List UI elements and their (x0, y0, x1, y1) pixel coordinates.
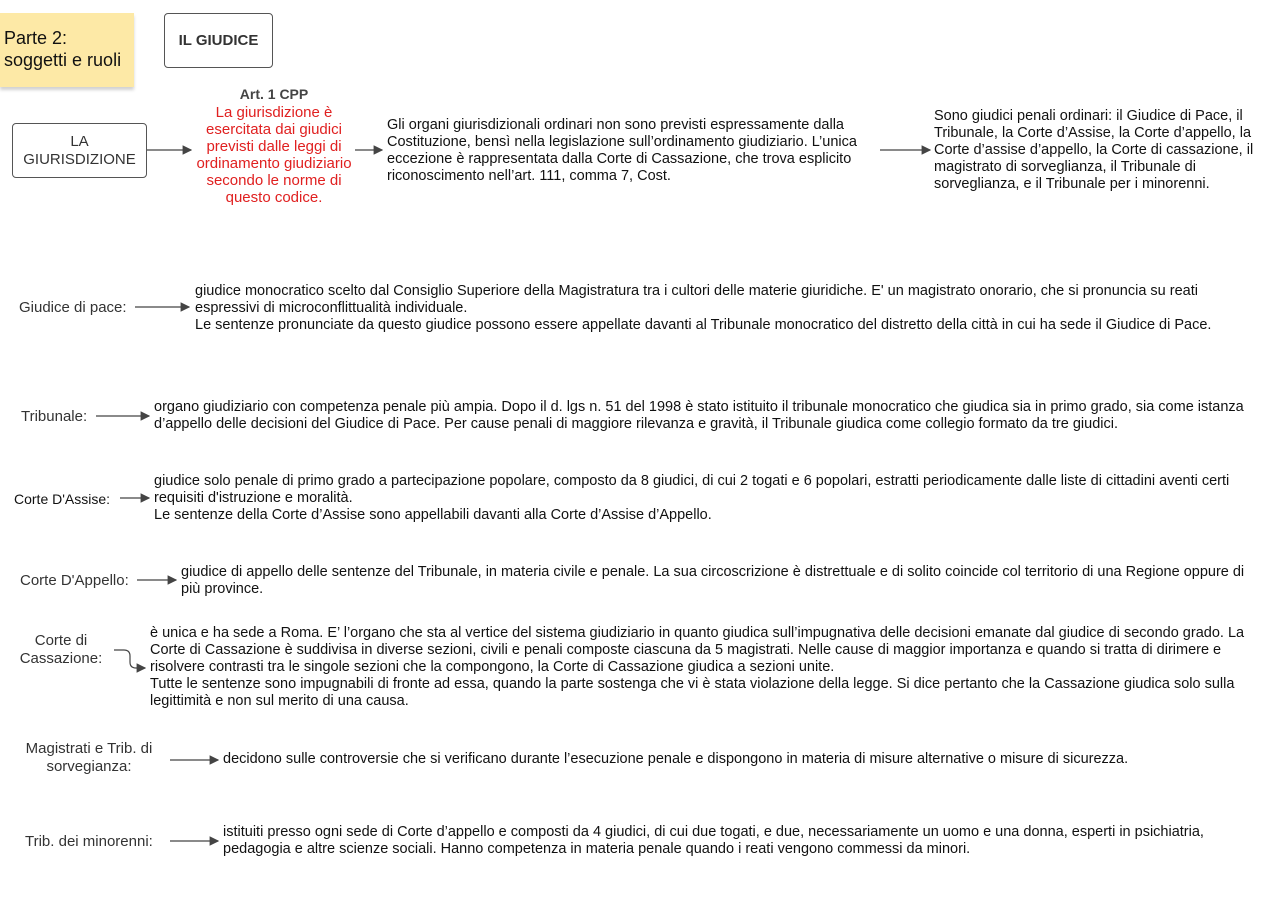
desc-corte-assise-p1: giudice solo penale di primo grado a partecipazione popolare, composto da 8 giudici, di cui 2 togati e 6 popolari, estratti periodicamente dalle liste di cittadini aventi certi requisiti d'istruzione e moralità. (154, 473, 1230, 506)
ordinary-judges-text: Sono giudici penali ordinari: il Giudice di Pace, il Tribunale, la Corte d’Assise, la Corte d’appello, la Corte d’assise d’appello, la Corte di cassazione, il magistrato di sorveglianza, il Tribunale di sorveglianza, e il Tribunale per i minorenni. (934, 108, 1254, 192)
label-sorveglianza-line1: Magistrati e Trib. di (25, 740, 153, 757)
desc-corte-cassazione-p2: Tutte le sentenze sono impugnabili di fronte ad essa, quando la parte sostenga che vi è stata violazione della legge. Si dice pertanto che la Cassazione giudica solo sulla legittimità e non sul merito di una causa. (150, 676, 1235, 709)
desc-giudice-di-pace-p1: giudice monocratico scelto dal Consiglio Superiore della Magistratura tra i cultori delle materie giuridiche. E' un magistrato onorario, che si pronuncia su reati espressivi di microconflittualità individuale. (195, 283, 1198, 316)
organs-text: Gli organi giurisdizionali ordinari non sono previsti espressamente dalla Costituzione, bensì nella legislazione sull’ordinamento giudiziario. L’unica eccezione è rappresentata dalla Corte di Cassazione, che trova esplicito riconoscimento nell’art. 111, comma 7, Cost. (387, 117, 857, 184)
label-tribunale: Tribunale: (21, 408, 88, 425)
jurisdiction-line1: LA (70, 132, 89, 150)
jurisdiction-line2: GIURISDIZIONE (23, 150, 136, 168)
desc-corte-cassazione-p1: è unica e ha sede a Roma. E’ l’organo che sta al vertice del sistema giudiziario in quanto giudica sull’impugnativa delle decisioni emanate dal giudice di secondo grado. La Corte di Cassazione è suddivisa in diverse sezioni, civili e penali composte ciascuna da 5 magistrati. Nelle cause di maggior importanza e quando si tratta di dirimere e risolvere contrasti tra le singole sezioni che la compongono, la Corte di Cassazione giudica a sezioni unite. (150, 625, 1245, 675)
desc-corte-assise-p2: Le sentenze della Corte d’Assise sono appellabili davanti alla Corte d’Assise d’Appello. (154, 507, 712, 523)
part-note-line2: soggetti e ruoli (4, 50, 122, 70)
desc-tribunale-minorenni: istituiti presso ogni sede di Corte d’appello e composti da 4 giudici, di cui due togati, e due, necessariamente un uomo e una donna, esperti in psichiatria, pedagogia e altre scienze sociali. Hanno competenza in materia penale quando i reati vengono commessi da minori. (223, 824, 1204, 857)
arrow-cassazione (114, 650, 145, 668)
label-corte-appello: Corte D'Appello: (20, 572, 129, 589)
part-note-line1: Parte 2: (4, 28, 68, 48)
desc-tribunale: organo giudiziario con competenza penale più ampia. Dopo il d. lgs n. 51 del 1998 è stato istituito il tribunale monocratico che giudica sia in primo grado, sia come istanza d’appello delle decisioni del Giudice di Pace. Per cause penali di maggiore rilevanza e gravità, il Tribunale giudica come collegio formato da tre giudici. (154, 399, 1244, 432)
art1-title: Art. 1 CPP (239, 86, 309, 102)
art1-text: La giurisdizione è esercitata dai giudici previsti dalle leggi di ordinamento giudiziario secondo le norme di questo codice. (196, 104, 352, 206)
desc-sorveglianza: decidono sulle controversie che si verificano durante l’esecuzione penale e dispongono in materia di misure alternative o misure di sicurezza. (223, 751, 1129, 767)
desc-corte-appello: giudice di appello delle sentenze del Tribunale, in materia civile e penale. La sua circoscrizione è distrettuale e di solito coincide col territorio di una Regione oppure di più province. (181, 564, 1245, 597)
desc-giudice-di-pace-p2: Le sentenze pronunciate da questo giudice possono essere appellate davanti al Tribunale monocratico del distretto della città in cui ha sede il Giudice di Pace. (195, 317, 1212, 333)
label-giudice-di-pace: Giudice di pace: (19, 299, 127, 316)
page-title: IL GIUDICE (178, 32, 259, 49)
label-corte-cassazione-line2: Cassazione: (19, 650, 103, 667)
label-corte-assise: Corte D'Assise: (14, 491, 111, 507)
label-tribunale-minorenni: Trib. dei minorenni: (25, 833, 153, 850)
label-sorveglianza-line2: sorvegianza: (46, 758, 132, 775)
label-corte-cassazione-line1: Corte di (34, 632, 88, 649)
